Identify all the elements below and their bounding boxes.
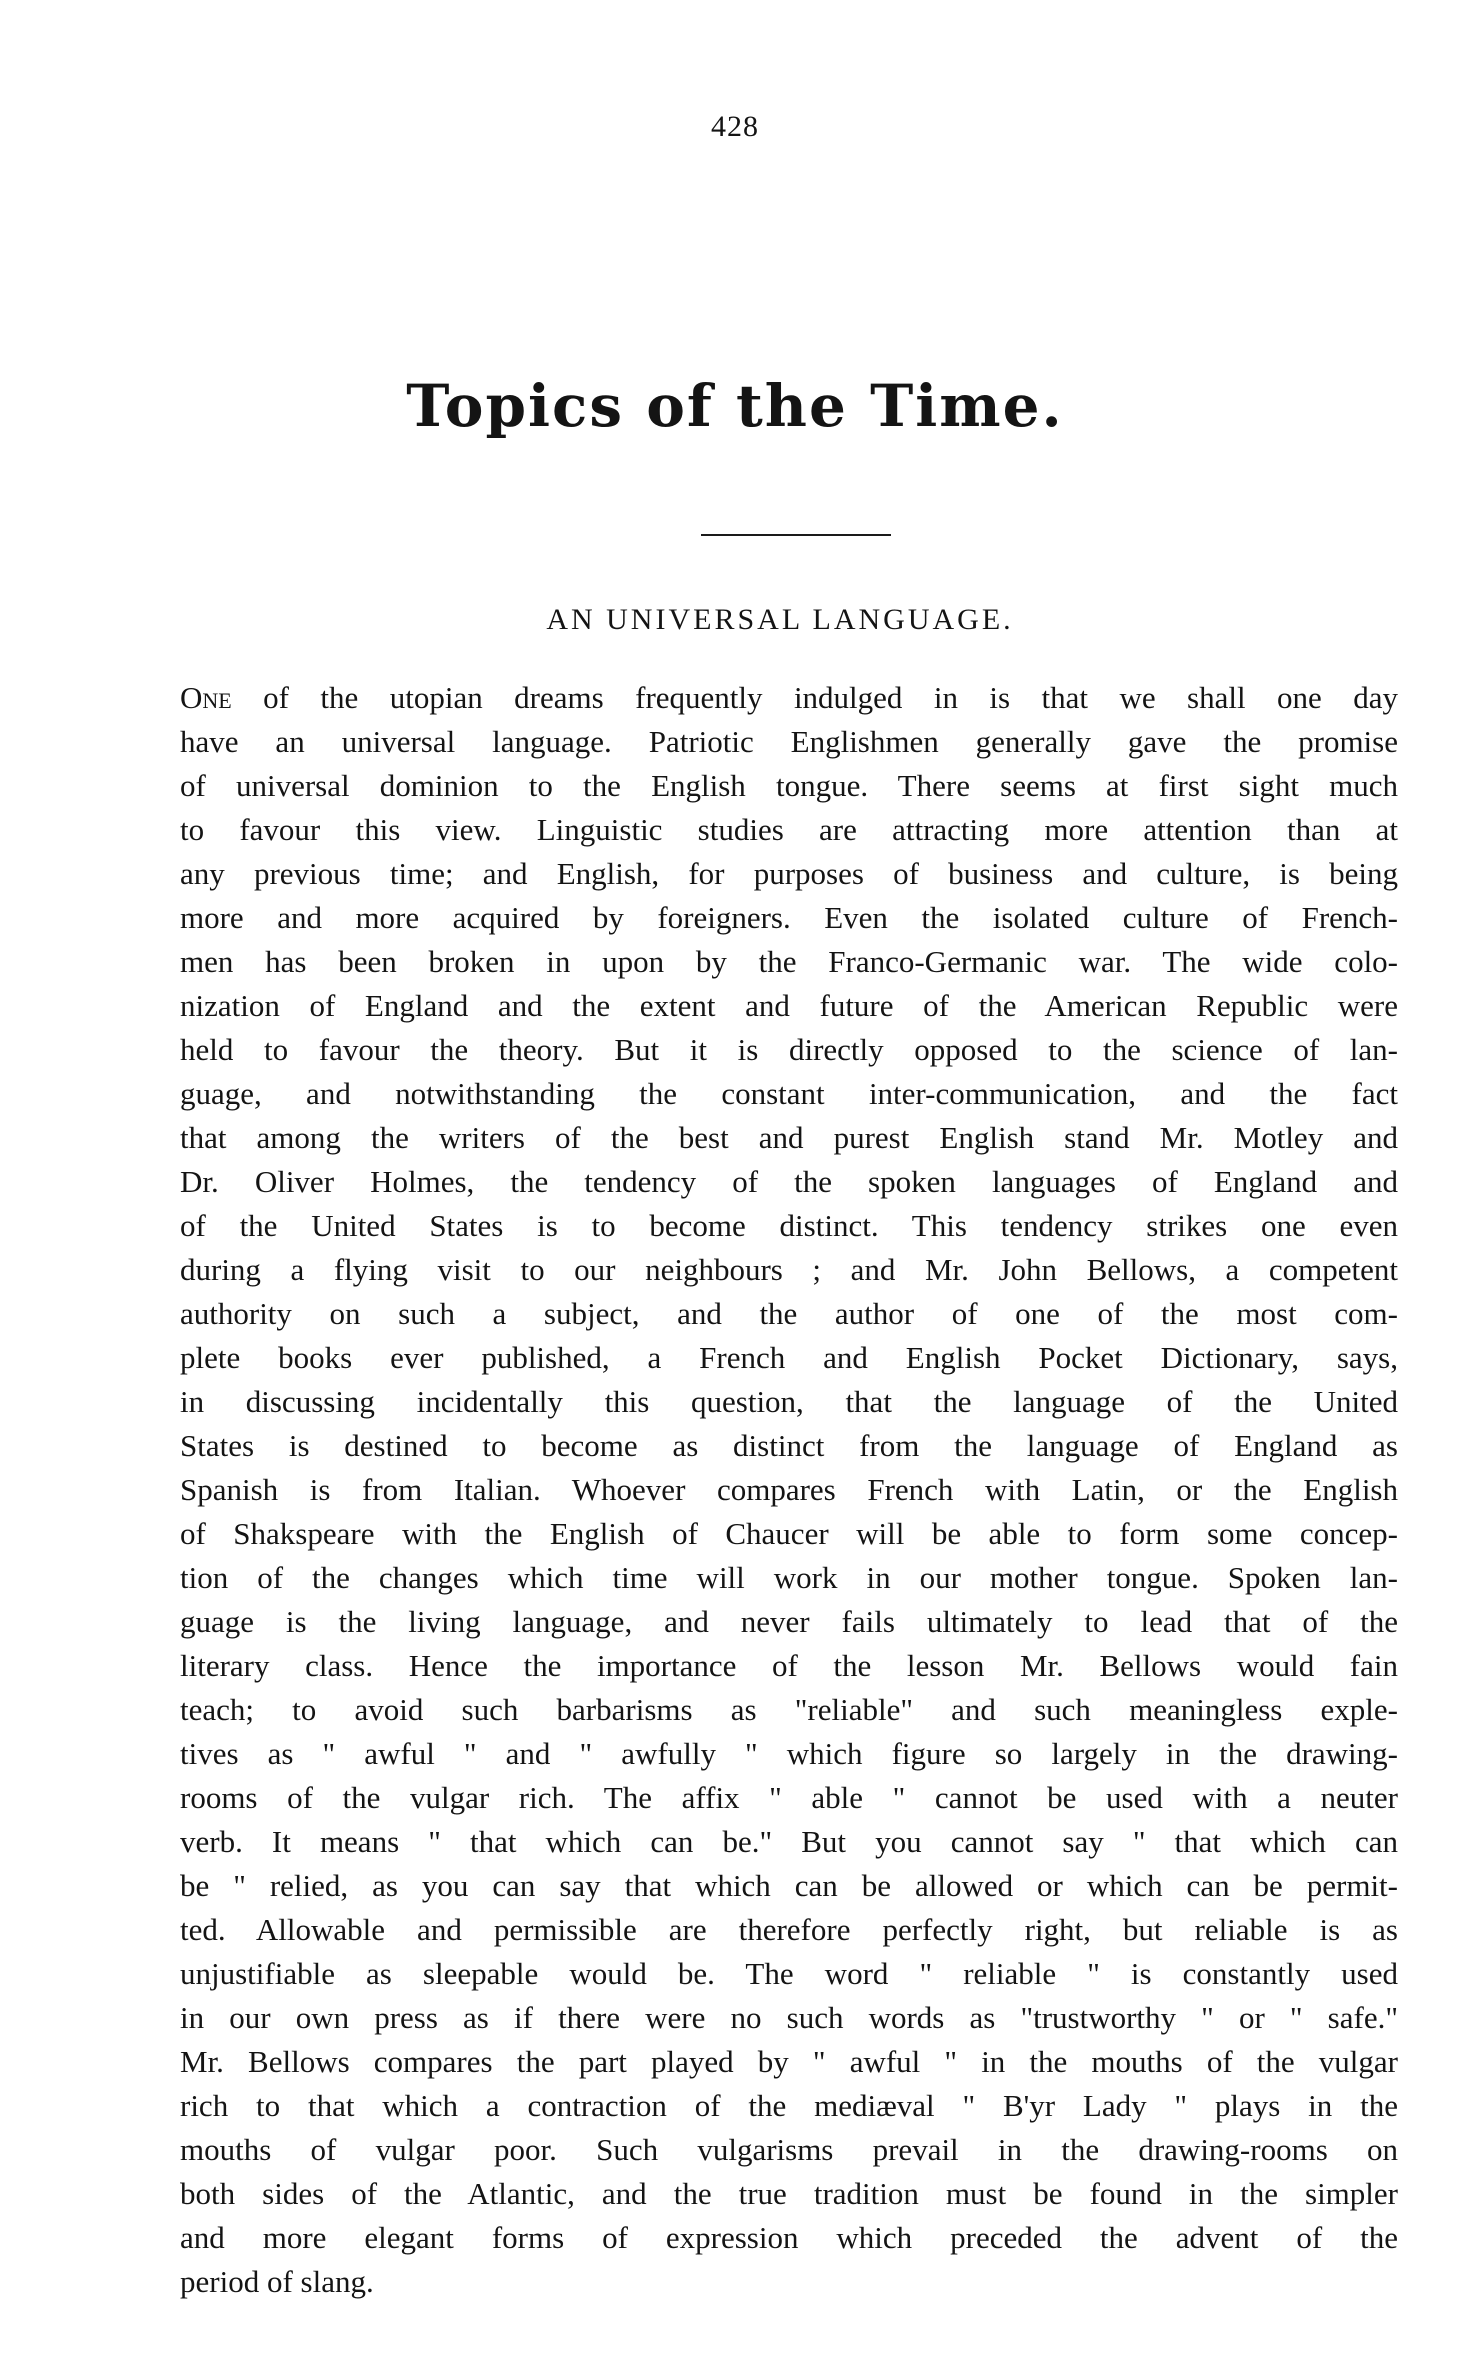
article-line: be " relied, as you can say that which can be allowed or which can be permit-: [180, 1868, 1398, 1903]
article-line: [180, 676, 1398, 720]
article-line-text: of the utopian dreams frequently indulged in is that we shall one day: [231, 680, 1398, 715]
article-line: Dr. Oliver Holmes, the tendency of the spoken languages of England and: [180, 1164, 1398, 1199]
page-number: 428: [711, 110, 759, 143]
opening-word: One: [180, 680, 232, 715]
article-line: States is destined to become as distinct from the language of England as: [180, 1428, 1398, 1463]
article-line: ted. Allowable and permissible are therefore perfectly right, but reliable is as: [180, 1912, 1398, 1947]
article-line: mouths of vulgar poor. Such vulgarisms prevail in the drawing-rooms on: [180, 2132, 1398, 2167]
article-line: nization of England and the extent and future of the American Republic were: [180, 988, 1398, 1023]
article-line: rooms of the vulgar rich. The affix " able " cannot be used with a neuter: [180, 1780, 1398, 1815]
article-line: verb. It means " that which can be." But you cannot say " that which can: [180, 1824, 1398, 1859]
article-line: in discussing incidentally this question, that the language of the United: [180, 1384, 1398, 1419]
article-line: literary class. Hence the importance of the lesson Mr. Bellows would fain: [180, 1648, 1398, 1683]
article-line: period of slang.: [180, 2264, 374, 2299]
article-line: of universal dominion to the English tongue. There seems at first sight much: [180, 768, 1398, 803]
article-body: [180, 676, 1398, 2304]
article-line: unjustifiable as sleepable would be. The word " reliable " is constantly used: [180, 1956, 1398, 1991]
article-line: to favour this view. Linguistic studies are attracting more attention than at: [180, 812, 1398, 847]
article-line: tion of the changes which time will work in our mother tongue. Spoken lan-: [180, 1560, 1398, 1595]
article-line: guage, and notwithstanding the constant inter-communication, and the fact: [180, 1076, 1398, 1111]
article-line: that among the writers of the best and purest English stand Mr. Motley and: [180, 1120, 1398, 1155]
article-title: AN UNIVERSAL LANGUAGE.: [546, 603, 1014, 636]
article-line: more and more acquired by foreigners. Even the isolated culture of French-: [180, 900, 1398, 935]
article-line: guage is the living language, and never fails ultimately to lead that of the: [180, 1604, 1398, 1639]
article-line: tives as " awful " and " awfully " which figure so largely in the drawing-: [180, 1736, 1398, 1771]
article-line: of the United States is to become distinct. This tendency strikes one even: [180, 1208, 1398, 1243]
article-line: authority on such a subject, and the author of one of the most com-: [180, 1296, 1398, 1331]
article-line: any previous time; and English, for purposes of business and culture, is being: [180, 856, 1398, 891]
heading-rule: [701, 534, 891, 536]
article-line: men has been broken in upon by the Franco-Germanic war. The wide colo-: [180, 944, 1398, 979]
article-line: Spanish is from Italian. Whoever compares French with Latin, or the English: [180, 1472, 1398, 1507]
article-line: Mr. Bellows compares the part played by " awful " in the mouths of the vulgar: [180, 2044, 1398, 2079]
article-line: held to favour the theory. But it is directly opposed to the science of lan-: [180, 1032, 1398, 1067]
article-line: teach; to avoid such barbarisms as "reliable" and such meaningless exple-: [180, 1692, 1398, 1727]
article-line: of Shakspeare with the English of Chaucer will be able to form some concep-: [180, 1516, 1398, 1551]
article-line: plete books ever published, a French and English Pocket Dictionary, says,: [180, 1340, 1398, 1375]
section-heading: Topics of the Time.: [406, 372, 1064, 440]
article-line: have an universal language. Patriotic Englishmen generally gave the promise: [180, 724, 1398, 759]
article-line: both sides of the Atlantic, and the true tradition must be found in the simpler: [180, 2176, 1398, 2211]
article-line: in our own press as if there were no such words as "trustworthy " or " safe.": [180, 2000, 1398, 2035]
article-line: rich to that which a contraction of the mediæval " B'yr Lady " plays in the: [180, 2088, 1398, 2123]
article-line: and more elegant forms of expression which preceded the advent of the: [180, 2220, 1398, 2255]
article-line: during a flying visit to our neighbours ; and Mr. John Bellows, a competent: [180, 1252, 1398, 1287]
